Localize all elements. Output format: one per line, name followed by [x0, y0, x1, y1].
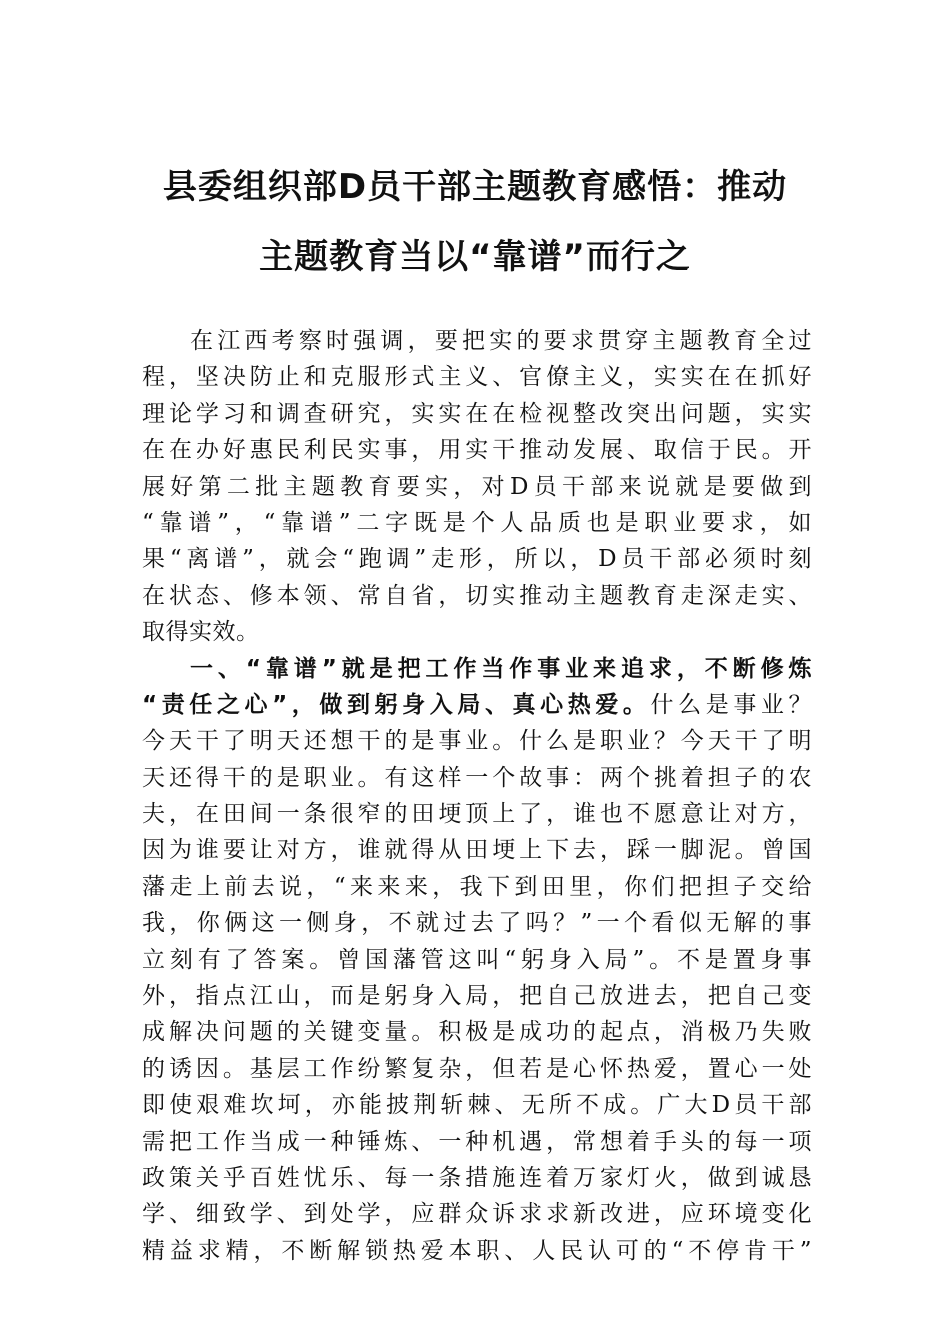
title-line-1: 县委组织部D员干部主题教育感悟：推动 [162, 167, 788, 207]
section-heading-line-2 [142, 687, 812, 723]
paragraph-2-line: 今天干了明天还想干的是事业。什么是职业？今天干了明 [142, 728, 812, 755]
title-line-2: 主题教育当以“靠谱”而行之 [259, 237, 691, 277]
section-heading-rest: 什么是事业？ [650, 691, 813, 718]
section-heading-bold: “责任之心”，做到躬身入局、真心热爱。 [142, 691, 651, 718]
paragraph-2-line: 需把工作当成一种锤炼、一种机遇，常想着手头的每一项 [142, 1128, 812, 1155]
paragraph-2-line: 立刻有了答案。曾国藩管这叫“躬身入局”。不是置身事 [142, 946, 812, 973]
paragraph-2-line: 天还得干的是职业。有这样一个故事：两个挑着担子的农 [142, 764, 812, 791]
document-body [142, 323, 812, 1269]
paragraph-2-line: 学、细致学、到处学，应群众诉求求新改进，应环境变化 [142, 1201, 812, 1228]
paragraph-2-line: 外，指点江山，而是躬身入局，把自己放进去，把自己变 [142, 983, 812, 1010]
paragraph-1-line: “靠谱”，“靠谱”二字既是个人品质也是职业要求，如 [142, 509, 812, 536]
section-heading-line-1: 一、“靠谱”就是把工作当作事业来追求，不断修炼 [190, 655, 812, 682]
paragraph-2-line: 夫，在田间一条很窄的田埂顶上了，谁也不愿意让对方， [142, 801, 812, 828]
paragraph-1-line: 理论学习和调查研究，实实在在检视整改突出问题，实实 [142, 400, 812, 427]
paragraph-1-line: 在状态、修本领、常自省，切实推动主题教育走深走实、 [142, 582, 812, 609]
paragraph-2-line: 成解决问题的关键变量。积极是成功的起点，消极乃失败 [142, 1019, 812, 1046]
document-title [120, 152, 830, 292]
paragraph-1-line: 在江西考察时强调，要把实的要求贯穿主题教育全过 [190, 328, 812, 354]
paragraph-2-line: 精益求精，不断解锁热爱本职、人民认可的“不停肯干” [142, 1237, 812, 1264]
paragraph-1-line: 在在办好惠民利民实事，用实干推动发展、取信于民。开 [142, 437, 812, 464]
paragraph-1-line: 取得实效。 [142, 619, 260, 646]
paragraph-2-line: 即使艰难坎坷，亦能披荆斩棘、无所不成。广大D员干部 [142, 1092, 812, 1119]
paragraph-1-line: 程，坚决防止和克服形式主义、官僚主义，实实在在抓好 [142, 364, 812, 391]
paragraph-1-line: 展好第二批主题教育要实，对D员干部来说就是要做到 [142, 473, 812, 500]
paragraph-1-line: 果“离谱”，就会“跑调”走形，所以，D员干部必须时刻 [142, 546, 812, 573]
paragraph-2-line: 的诱因。基层工作纷繁复杂，但若是心怀热爱，置心一处 [142, 1055, 812, 1082]
paragraph-2-line: 政策关乎百姓忧乐、每一条措施连着万家灯火，做到诚恳 [142, 1164, 812, 1191]
paragraph-2-line: 我，你俩这一侧身，不就过去了吗？”一个看似无解的事 [142, 910, 812, 937]
paragraph-2-line: 藩走上前去说，“来来来，我下到田里，你们把担子交给 [142, 873, 812, 900]
paragraph-2-line: 因为谁要让对方，谁就得从田埂上下去，踩一脚泥。曾国 [142, 837, 812, 864]
